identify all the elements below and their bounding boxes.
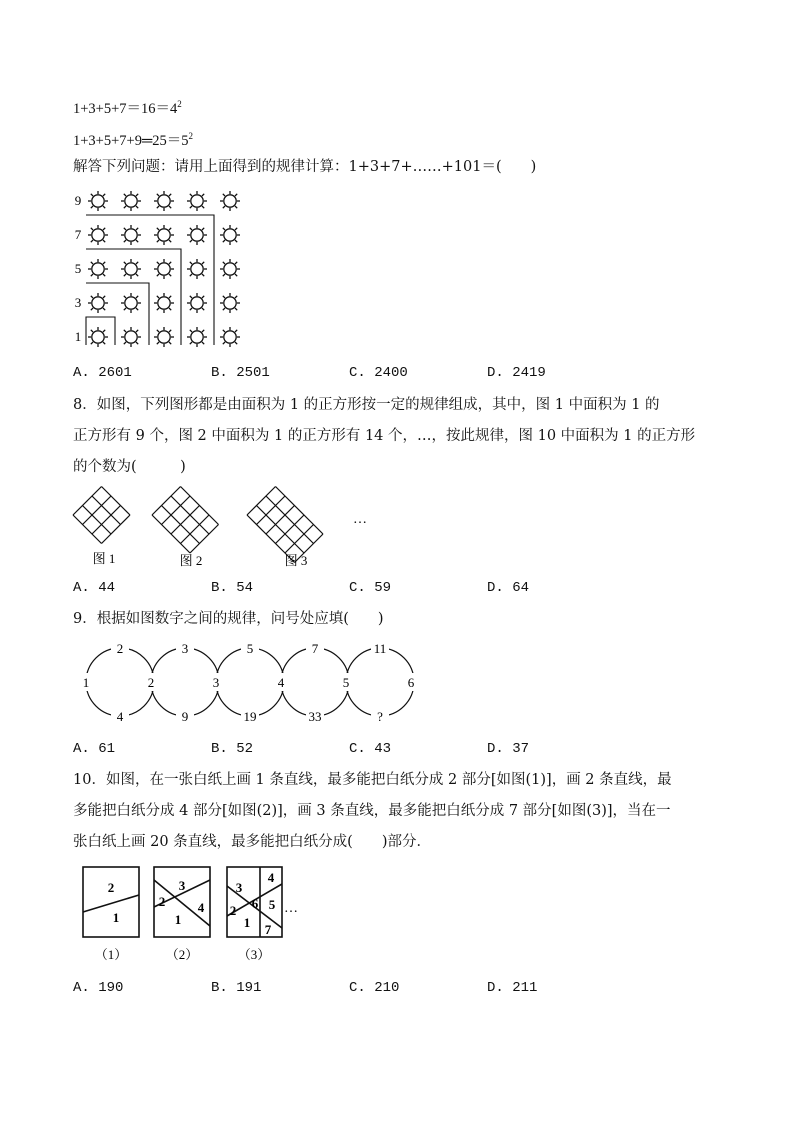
sun-icon — [88, 259, 108, 279]
sun-icon — [154, 259, 174, 279]
fig2-region-3: 3 — [178, 878, 186, 893]
bottom-number: 19 — [243, 709, 257, 724]
paper-1-line — [83, 895, 139, 912]
q8-choice-d[interactable]: D. 64 — [487, 580, 530, 596]
q8-diamond-figures — [60, 485, 380, 575]
q9-text: 9．根据如图数字之间的规律，问号处应填( ) — [73, 611, 384, 627]
equation-sum-5: $1+3+5+7+9═25=5^2$ — [73, 131, 193, 149]
fig-label-1: 图 1 — [92, 551, 116, 566]
q8-text-line1: 8．如图，下列图形都是由面积为 1 的正方形按一定的规律组成，其中，图 1 中面积为 1 的 — [73, 397, 660, 413]
fig3-region-4: 4 — [267, 870, 275, 885]
sun-icon — [187, 259, 207, 279]
junction-number: 2 — [147, 675, 155, 690]
junction-number: 1 — [82, 675, 90, 690]
junction-number: 6 — [407, 675, 415, 690]
sun-icon — [187, 191, 207, 211]
sun-icon — [121, 259, 141, 279]
caption-2: （2） — [165, 947, 199, 962]
fig3-region-7: 7 — [264, 922, 272, 937]
chain-circle — [86, 648, 154, 716]
row-label-7: 7 — [74, 227, 82, 242]
fig-label-3: 图 3 — [284, 553, 308, 568]
q7-prompt: 解答下列问题：请用上面得到的规律计算：1+3+7+……+101＝( ) — [73, 159, 537, 175]
caption-1: （1） — [94, 947, 128, 962]
q7-choice-b[interactable]: B. 2501 — [211, 365, 270, 381]
chain-circle — [216, 648, 284, 716]
q10-choice-c[interactable]: C. 210 — [349, 980, 400, 996]
row-label-3: 3 — [74, 295, 82, 310]
chain-circle — [281, 648, 349, 716]
top-number: 7 — [311, 641, 319, 656]
q7-sun-grid-figure — [70, 185, 250, 350]
junction-number: 5 — [342, 675, 350, 690]
diamond-figure-1 — [73, 487, 130, 544]
top-number: 2 — [116, 641, 124, 656]
junction-number: 4 — [277, 675, 285, 690]
sun-icon — [220, 259, 240, 279]
fig1-region-1: 1 — [112, 910, 120, 925]
sun-icon — [220, 293, 240, 313]
sun-icon — [220, 191, 240, 211]
sun-icon — [220, 225, 240, 245]
top-number: 5 — [246, 641, 254, 656]
q7-choice-c[interactable]: C. 2400 — [349, 365, 408, 381]
sun-icon — [88, 225, 108, 245]
sun-icon — [88, 191, 108, 211]
fig3-region-1: 1 — [243, 915, 251, 930]
q9-choice-a[interactable]: A. 61 — [73, 741, 116, 757]
q8-choice-b[interactable]: B. 54 — [211, 580, 254, 596]
sun-icon — [121, 191, 141, 211]
q7-choice-a[interactable]: A. 2601 — [73, 365, 132, 381]
sun-icon — [154, 225, 174, 245]
q8-choice-a[interactable]: A. 44 — [73, 580, 116, 596]
l-bracket-3 — [86, 283, 149, 345]
fig1-region-2: 2 — [107, 880, 115, 895]
bottom-number: ? — [377, 709, 383, 724]
sun-icon — [220, 327, 240, 347]
q7-choice-d[interactable]: D. 2419 — [487, 365, 546, 381]
q9-choice-d[interactable]: D. 37 — [487, 741, 530, 757]
sun-icon — [154, 191, 174, 211]
fig3-region-5: 5 — [268, 897, 276, 912]
sun-icon — [187, 327, 207, 347]
fig2-region-1: 1 — [174, 912, 182, 927]
fig3-region-2: 2 — [229, 903, 237, 918]
sun-icon — [88, 293, 108, 313]
diamond-figure-3 — [247, 487, 323, 563]
q10-choice-b[interactable]: B. 191 — [211, 980, 262, 996]
q8-text-line2: 正方形有 9 个，图 2 中面积为 1 的正方形有 14 个，…，按此规律，图 10 中面积为 1 的正方形 — [73, 428, 696, 444]
fig2-region-4: 4 — [197, 900, 205, 915]
q10-text-line1: 10．如图，在一张白纸上画 1 条直线，最多能把白纸分成 2 部分[如图(1)]，画 2 条直线，最 — [73, 772, 672, 788]
sun-icon — [121, 293, 141, 313]
q8-choice-c[interactable]: C. 59 — [349, 580, 392, 596]
sun-icon — [121, 225, 141, 245]
top-number: 11 — [373, 641, 387, 656]
paper-1 — [83, 867, 139, 937]
q9-choice-b[interactable]: B. 52 — [211, 741, 254, 757]
q8-ellipsis: … — [353, 512, 367, 527]
bottom-number: 9 — [181, 709, 189, 724]
q10-text-line3: 张白纸上画 20 条直线，最多能把白纸分成( )部分． — [73, 834, 431, 850]
diamond-figure-2 — [152, 487, 219, 554]
equation-sum-4: $1+3+5+7=16=4^2$ — [73, 99, 182, 117]
bottom-number: 33 — [308, 709, 322, 724]
top-number: 3 — [181, 641, 189, 656]
sun-icon — [154, 293, 174, 313]
chain-circle — [346, 648, 414, 716]
q9-circle-chain-figure — [78, 640, 428, 730]
chain-circle — [151, 648, 219, 716]
fig2-region-2: 2 — [158, 894, 166, 909]
q10-choice-a[interactable]: A. 190 — [73, 980, 124, 996]
junction-number: 3 — [212, 675, 220, 690]
row-label-1: 1 — [74, 329, 82, 344]
q10-ellipsis: … — [284, 901, 298, 916]
sun-icon — [88, 327, 108, 347]
q10-text-line2: 多能把白纸分成 4 部分[如图(2)]，画 3 条直线，最多能把白纸分成 7 部分[如图(3)]，当在一 — [73, 803, 671, 819]
q8-text-line3: 的个数为( ) — [73, 459, 186, 475]
fig3-region-6: 6 — [251, 896, 259, 911]
q10-choice-d[interactable]: D. 211 — [487, 980, 538, 996]
sun-icon — [187, 293, 207, 313]
fig-label-2: 图 2 — [179, 553, 203, 568]
fig3-region-3: 3 — [235, 880, 243, 895]
caption-3: （3） — [237, 947, 271, 962]
sun-icon — [154, 327, 174, 347]
row-label-9: 9 — [74, 193, 82, 208]
q9-choice-c[interactable]: C. 43 — [349, 741, 392, 757]
q10-paper-figures — [78, 862, 308, 970]
sun-icon — [121, 327, 141, 347]
bottom-number: 4 — [116, 709, 124, 724]
row-label-5: 5 — [74, 261, 82, 276]
sun-icon — [187, 225, 207, 245]
